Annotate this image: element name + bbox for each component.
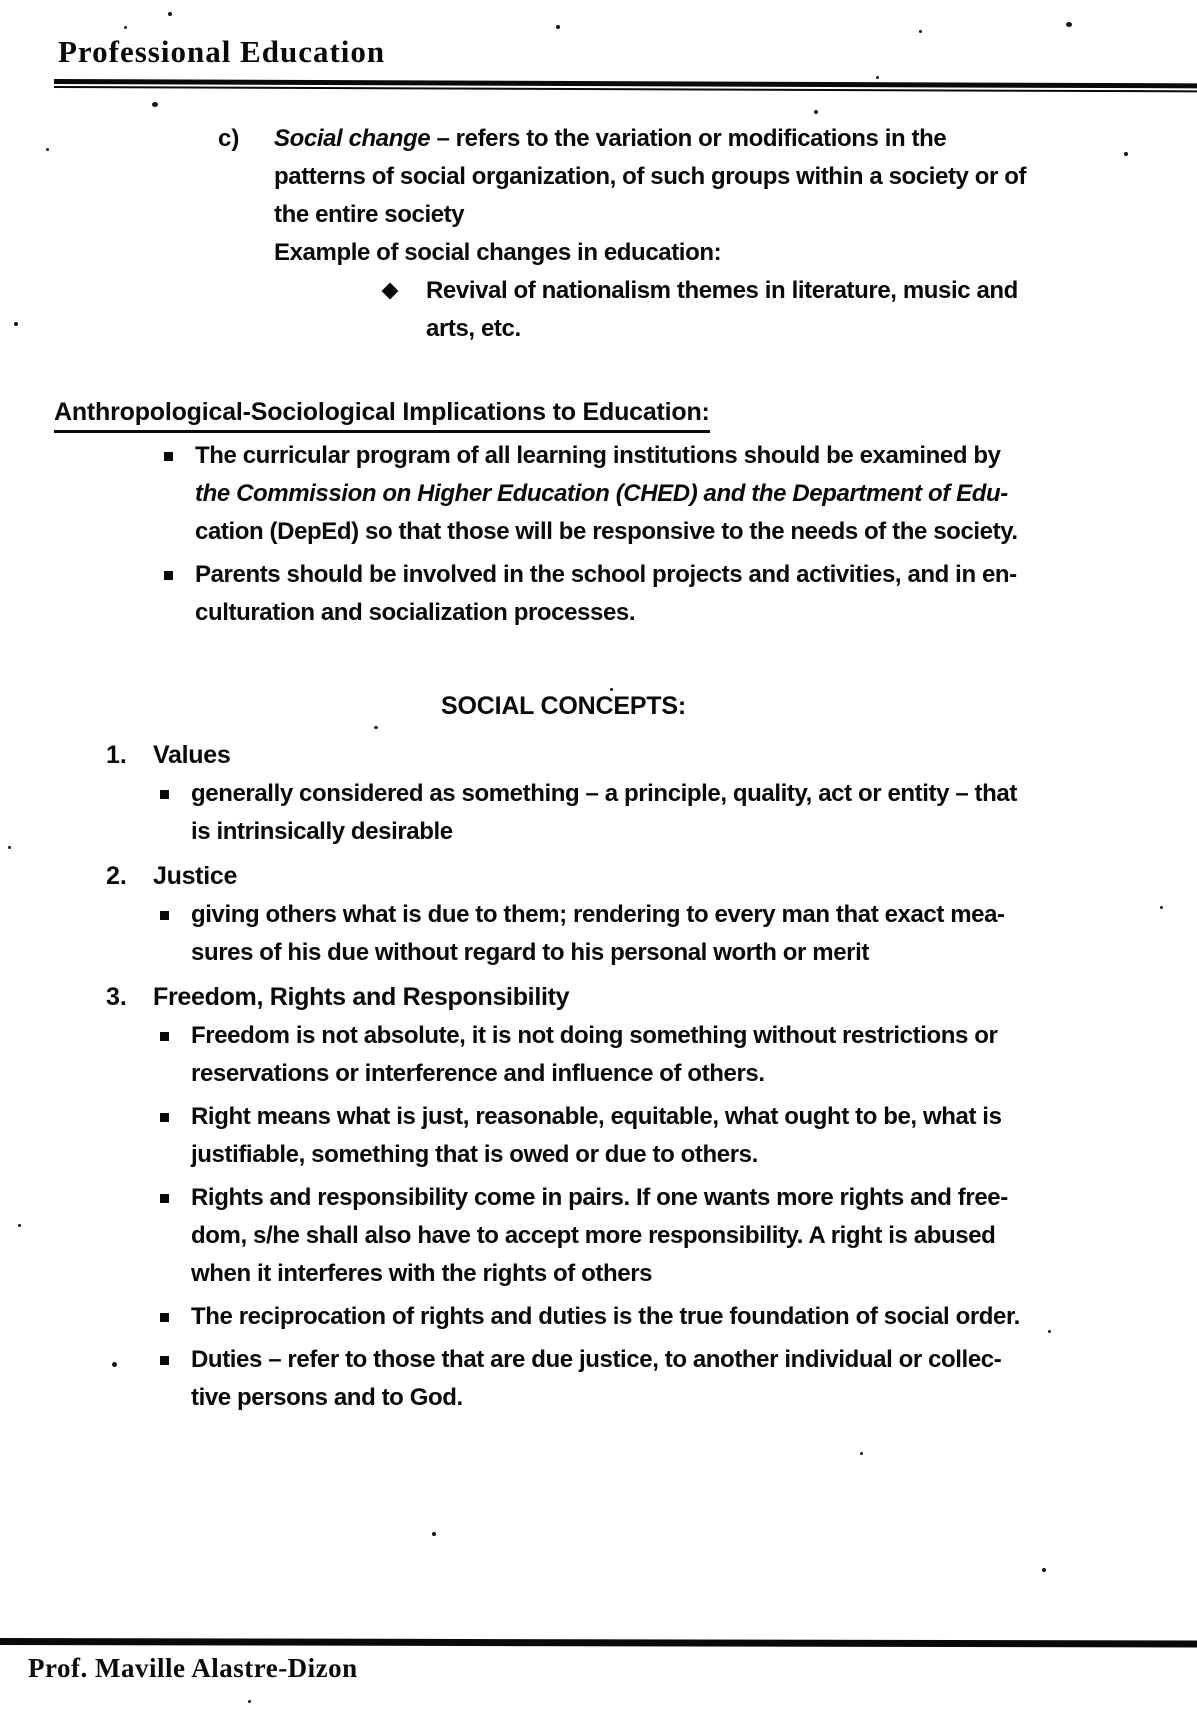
scan-speckle bbox=[1066, 22, 1072, 27]
concept-title: Freedom, Rights and Responsibility bbox=[153, 983, 570, 1011]
text-line: giving others what is due to them; rendering to every man that exact mea- bbox=[191, 901, 1005, 928]
text-line: Parents should be involved in the school projects and activities, and in en- bbox=[195, 561, 1017, 588]
text-line: Right means what is just, reasonable, equitable, what ought to be, what is bbox=[191, 1103, 1002, 1130]
text-line: cation (DepEd) so that those will be responsive to the needs of the society. bbox=[195, 518, 1018, 545]
bullet-text bbox=[191, 1179, 1008, 1293]
scan-speckle bbox=[8, 846, 11, 849]
example-bullet-item bbox=[274, 272, 1026, 348]
bullet-text bbox=[195, 556, 1017, 632]
text-line: sures of his due without regard to his personal worth or merit bbox=[191, 939, 869, 966]
scan-speckle bbox=[248, 1700, 251, 1703]
example-heading: Example of social changes in education: bbox=[274, 239, 722, 266]
concept-item-justice bbox=[0, 856, 1197, 972]
item-label: c) bbox=[218, 125, 240, 152]
square-bullet-icon bbox=[160, 1313, 169, 1322]
concept-head bbox=[106, 856, 1197, 896]
text-line: the Commission on Higher Education (CHED) and the Department of Edu- bbox=[195, 480, 1008, 507]
concept-bullet-item bbox=[160, 775, 1197, 851]
text-line: culturation and socialization processes. bbox=[195, 599, 636, 626]
page-footer bbox=[0, 1638, 1197, 1684]
bullet-text bbox=[195, 437, 1018, 551]
concept-bullet-item bbox=[160, 1341, 1197, 1417]
footer-rule bbox=[0, 1638, 1197, 1648]
example-bullet-text bbox=[426, 272, 1018, 348]
scan-speckle bbox=[876, 76, 879, 79]
scan-speckle bbox=[610, 688, 613, 691]
scan-speckle bbox=[1048, 1330, 1051, 1333]
footer-author: Prof. Maville Alastre-Dizon bbox=[28, 1653, 358, 1683]
bullet-text bbox=[191, 1298, 1020, 1336]
definition-text: – refers to the variation or modifications in the bbox=[430, 125, 947, 152]
text-line: the entire society bbox=[274, 201, 465, 228]
text-line: is intrinsically desirable bbox=[191, 818, 453, 845]
scan-speckle bbox=[556, 25, 560, 29]
bullet-text bbox=[191, 1341, 1001, 1417]
square-bullet-icon bbox=[164, 452, 173, 461]
text-line: The curricular program of all learning institutions should be examined by bbox=[195, 442, 1001, 469]
scan-speckle bbox=[18, 1224, 21, 1227]
scan-speckle bbox=[46, 148, 49, 151]
text-line: generally considered as something – a principle, quality, act or entity – that bbox=[191, 780, 1017, 807]
page-header bbox=[0, 0, 1197, 70]
header-rule bbox=[54, 79, 1197, 94]
scan-speckle bbox=[152, 102, 158, 107]
scan-speckle bbox=[814, 110, 818, 114]
concept-item-values bbox=[0, 735, 1197, 851]
bullet-text bbox=[191, 896, 1005, 972]
text-line: dom, s/he shall also have to accept more responsibility. A right is abused bbox=[191, 1222, 996, 1249]
text-line: reservations or interference and influence of others. bbox=[191, 1060, 765, 1087]
square-bullet-icon bbox=[160, 790, 169, 799]
concept-number: 2. bbox=[106, 862, 127, 890]
text-line: tive persons and to God. bbox=[191, 1384, 463, 1411]
implication-bullet-item bbox=[164, 556, 1197, 632]
bullet-text bbox=[191, 1098, 1002, 1174]
square-bullet-icon bbox=[164, 571, 173, 580]
concept-bullet-item bbox=[160, 1298, 1197, 1336]
concept-number: 1. bbox=[106, 741, 127, 769]
concept-number: 3. bbox=[106, 983, 127, 1011]
diamond-bullet-icon bbox=[382, 283, 399, 300]
square-bullet-icon bbox=[160, 1032, 169, 1041]
social-concepts-heading: SOCIAL CONCEPTS: bbox=[441, 692, 686, 720]
term-social-change: Social change bbox=[274, 125, 431, 152]
text-line: The reciprocation of rights and duties is the true foundation of social order. bbox=[191, 1303, 1020, 1330]
square-bullet-icon bbox=[160, 1113, 169, 1122]
text-line: when it interferes with the rights of others bbox=[191, 1260, 653, 1287]
social-concepts-list bbox=[0, 735, 1197, 1417]
implication-bullet-item bbox=[164, 437, 1197, 551]
square-bullet-icon bbox=[160, 911, 169, 920]
concept-head bbox=[106, 977, 1197, 1017]
text-line bbox=[274, 120, 1026, 158]
bullet-text bbox=[191, 1017, 997, 1093]
implications-heading-wrap bbox=[54, 398, 1197, 433]
scan-speckle bbox=[112, 1362, 117, 1367]
section-social-change bbox=[218, 120, 1197, 348]
scan-speckle bbox=[14, 322, 18, 326]
concept-bullet-item bbox=[160, 1017, 1197, 1093]
text-line: arts, etc. bbox=[426, 315, 521, 342]
concept-item-freedom-rights-responsibility bbox=[0, 977, 1197, 1417]
scan-speckle bbox=[860, 1452, 863, 1455]
implications-heading: Anthropological-Sociological Implications to Education: bbox=[54, 398, 710, 433]
scan-speckle bbox=[1124, 152, 1128, 156]
scan-speckle bbox=[432, 1532, 436, 1536]
text-line: Revival of nationalism themes in literature, music and bbox=[426, 277, 1018, 304]
text-line: justifiable, something that is owed or due to others. bbox=[191, 1141, 758, 1168]
square-bullet-icon bbox=[160, 1356, 169, 1365]
scan-speckle bbox=[124, 26, 127, 29]
text-line: patterns of social organization, of such groups within a society or of bbox=[274, 163, 1027, 190]
text-line: Duties – refer to those that are due justice, to another individual or collec- bbox=[191, 1346, 1002, 1373]
scan-speckle bbox=[168, 12, 172, 16]
concept-title: Justice bbox=[153, 862, 238, 890]
text-line: Rights and responsibility come in pairs. If one wants more rights and free- bbox=[191, 1184, 1008, 1211]
concept-bullet-item bbox=[160, 896, 1197, 972]
concept-bullet-item bbox=[160, 1098, 1197, 1174]
scan-speckle bbox=[1160, 906, 1163, 909]
concept-bullet-item bbox=[160, 1179, 1197, 1293]
square-bullet-icon bbox=[160, 1194, 169, 1203]
scan-speckle bbox=[919, 30, 922, 33]
concept-head bbox=[106, 735, 1197, 775]
scan-speckle bbox=[374, 726, 378, 729]
item-body bbox=[274, 120, 1026, 348]
text-line: Freedom is not absolute, it is not doing something without restrictions or bbox=[191, 1022, 998, 1049]
page-title: Professional Education bbox=[58, 34, 386, 69]
concept-title: Values bbox=[153, 741, 231, 769]
bullet-text bbox=[191, 775, 1017, 851]
scan-speckle bbox=[1042, 1568, 1046, 1572]
